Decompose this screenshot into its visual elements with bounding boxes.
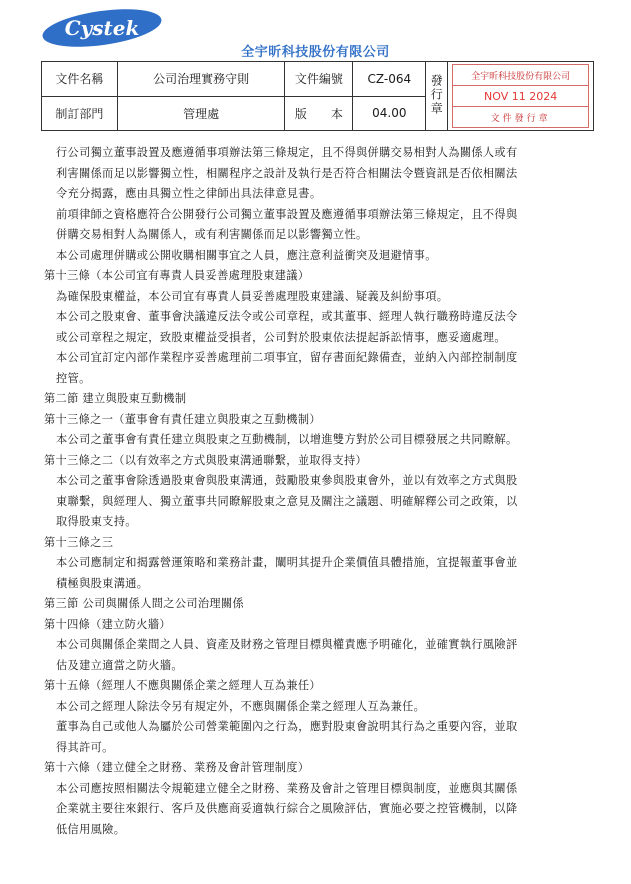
section-heading: 第十四條（建立防火牆）: [44, 617, 171, 631]
body-line: 本公司宜訂定內部作業程序妥善處理前二項事宜，留存書面紀錄備查，並納入內部控制制度: [56, 351, 518, 364]
seal-label: 發行章: [429, 73, 444, 116]
stamp-text: 文件發行章: [453, 106, 588, 127]
version-label: 版 本: [285, 96, 353, 131]
section-heading: 第三節 公司與關係人間之公司治理關係: [44, 597, 245, 610]
body-line: 估及建立適當之防火牆。: [56, 658, 183, 672]
document-body: [44, 143, 600, 840]
body-line: 取得股東支持。: [56, 515, 137, 528]
section-heading: 第十三條（本公司宜有專責人員妥善處理股東建議）: [44, 269, 310, 282]
body-line: 積極與股東溝通。: [56, 576, 149, 590]
body-line: 低信用風險。: [56, 822, 126, 836]
doc-no-value: CZ-064: [353, 62, 426, 97]
logo-text: Cystek: [64, 16, 140, 40]
issue-stamp-cell: [448, 62, 594, 131]
body-line: 本公司之經理人除法令另有規定外，不應與關係企業之經理人互為兼任。: [56, 699, 426, 713]
body-line: 本公司之董事會有責任建立與股東之互動機制，以增進雙方對於公司目標發展之共同瞭解。: [56, 433, 518, 446]
document-header-table: [41, 61, 594, 131]
dept-value: 管理處: [117, 96, 285, 131]
body-line: 行公司獨立董事設置及應遵循事項辦法第三條規定，且不得與併購交易相對人為關係人或有: [56, 146, 518, 159]
section-heading: 第十三條之一（董事會有責任建立與股東之互動機制）: [44, 412, 321, 426]
section-heading: 第十三條之三: [44, 535, 114, 549]
section-heading: 第二節 建立與股東互動機制: [44, 392, 187, 405]
body-line: 得其許可。: [56, 740, 114, 754]
issue-stamp: [452, 64, 589, 128]
body-line: 本公司之董事會除透過股東會與股東溝通，鼓勵股東參與股東會外，並以有效率之方式與股: [56, 474, 518, 487]
section-heading: 第十五條（經理人不應與關係企業之經理人互為兼任）: [44, 679, 321, 692]
stamp-date: NOV 11 2024: [453, 85, 588, 106]
body-line: 東聯繫，與經理人、獨立董事共同瞭解股東之意見及關注之議題、明確解釋公司之政策，以: [56, 494, 518, 508]
doc-name-label: 文件名稱: [42, 62, 118, 97]
body-line: 董事為自己或他人為屬於公司營業範圍內之行為，應對股東會說明其行為之重要內容，並取: [56, 720, 518, 733]
doc-no-label: 文件編號: [285, 62, 353, 97]
body-line: 本公司應按照相關法令規範建立健全之財務、業務及會計之管理目標與制度，並應與其關係: [56, 781, 518, 795]
body-line: 令充分揭露，應由具獨立性之律師出具法律意見書。: [56, 187, 322, 200]
body-line: 為確保股東權益，本公司宜有專責人員妥善處理股東建議、疑義及糾紛事項。: [56, 289, 449, 303]
section-heading: 第十六條（建立健全之財務、業務及會計管理制度）: [44, 761, 310, 774]
stamp-company: 全宇昕科技股份有限公司: [471, 71, 571, 82]
company-name: 全宇昕科技股份有限公司: [241, 45, 390, 60]
body-line: 或公司章程之規定，致股東權益受損者，公司對於股東依法提起訴訟情事，應妥適處理。: [56, 330, 506, 344]
version-value: 04.00: [353, 96, 426, 131]
doc-name-value: 公司治理實務守則: [117, 62, 285, 97]
body-line: 企業就主要往來銀行、客戶及供應商妥適執行綜合之風險評估，實施必要之控管機制，以降: [56, 802, 518, 815]
body-line: 控管。: [56, 371, 91, 385]
body-line: 利害關係而足以影響獨立性，相關程序之設計及執行是否符合相關法令暨資訊是否依相關法: [56, 166, 518, 180]
body-line: 併購交易相對人為關係人，或有利害關係而足以影響獨立性。: [56, 228, 368, 241]
seal-label-cell: [426, 62, 448, 131]
body-line: 前項律師之資格應符合公開發行公司獨立董事設置及應遵循事項辦法第三條規定，且不得與: [56, 207, 518, 221]
section-heading: 第十三條之二（以有效率之方式與股東溝通聯繫，並取得支持）: [44, 453, 368, 467]
body-line: 本公司處理併購或公開收購相關事宜之人員，應注意利益衝突及迴避情事。: [56, 248, 437, 262]
body-line: 本公司與關係企業間之人員、資產及財務之管理目標與權責應予明確化，並確實執行風險評: [56, 638, 518, 651]
body-line: 本公司之股東會、董事會決議違反法令或公司章程，或其董事、經理人執行職務時違反法令: [56, 310, 518, 323]
dept-label: 制訂部門: [42, 96, 118, 131]
body-line: 本公司應制定和揭露營運策略和業務計畫，闡明其提升企業價值具體措施，宜提報董事會並: [56, 556, 518, 569]
